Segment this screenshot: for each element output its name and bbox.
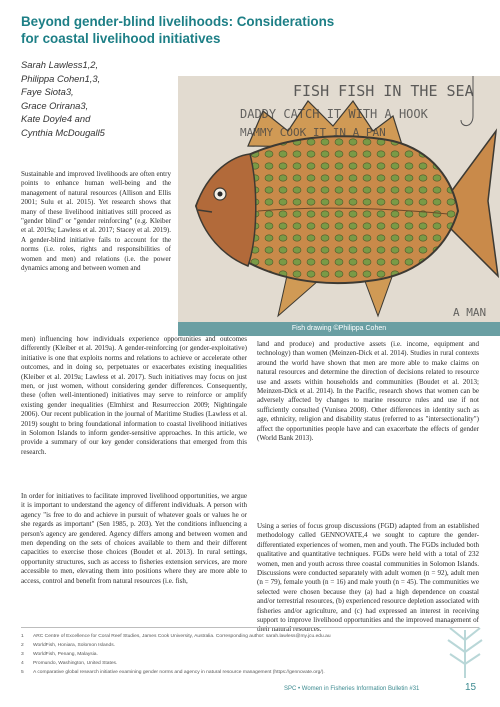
- bulletin-footer: SPC • Women in Fisheries Information Bulletin #31: [284, 686, 420, 692]
- drawing-text-line3: MAMMY COOK IT IN A PAN: [240, 126, 386, 139]
- paragraph: Using a series of focus group discussions (FGD) adapted from an established methodology called GENNOVATE,4 we sought to capture the gender-differentiated experiences of women, men and youth. The FGDs included both qualitative and quantitative techniques. FGDs were held with a total of 232 women, men and youth across three coastal communities in Solomon Islands. Discussions were conducted separately with adult women (n = 92), adult men (n = 79), female youth (n = 16) and male youth (n = 45). The communities we selected were chosen because they (a) had a high dependence on coastal and/or terrestrial resources, (b) experienced resource depletion associated with fisheries and/or agriculture, and (c) had expressed an interest in receiving support to improve livelihood opportunities and the improved management of their natural resources.: [257, 522, 479, 634]
- page-number: 15: [465, 682, 477, 693]
- article-title: Beyond gender-blind livelihoods: Considerations for coastal livelihood initiatives: [21, 14, 335, 46]
- paragraph: Sustainable and improved livelihoods are often entry points to enhance human well-being and the management of natural resources (Allison and Ellis 2001; Sulu et al. 2015). Yet research shows that many of these livelihood initiatives still proceed as "gender blind" or "gender reinforcing" (e.g. Kleiber et al. 2019a; Lawless et al. 2017; Stacey et al. 2019). A gender-blind initiative fails to account for the norms (i.e. roles, rights and responsibilities of women and men) and relations (i.e. the power dynamics among and between women and: [21, 170, 171, 273]
- drawing-text-line1: FISH FISH IN THE SEA: [293, 82, 474, 100]
- footnote: 3 WorldFish, Penang, Malaysia.: [21, 652, 98, 657]
- author: Philippa Cohen1,3,: [21, 72, 101, 84]
- paragraph: men) influencing how individuals experience opportunities and outcomes differently (Kleiber et al. 2019a). A gender-reinforcing (or gender-exploitative) initiative is one that exploits norms and relations to achieve or accelerate other outcomes, and in doing so, perpetuates or exacerbates existing inequalities (Kleiber et al. 2019a; Lawless et al. 2017). Such initiatives may focus on just men, or just women, without considering gender differences. Consequently, these (often well-intentioned) initiatives may serve to reinforce or amplify existing gender inequalities (Elmhirst and Resurreccion 2009; Nightingale 2006). Our recent publication in the journal of Maritime Studies (Lawless et al. 2019) sought to bring foundational information to coastal livelihood initiatives in Solomon Islands to inform gender-sensitive approaches. In this article, we provide a summary of our key gender considerations that emerged from this research.: [21, 335, 247, 456]
- footnote: 4 Promundo, Washington, United States.: [21, 661, 118, 666]
- footnote: 5 A comparative global research initiative examining gender norms and agency in natural resource management (https://gennovate.org/).: [21, 670, 325, 675]
- body-column: [257, 340, 479, 443]
- paragraph: In order for initiatives to facilitate improved livelihood opportunities, we argue it is important to understand the agency of different individuals. A person with agency "is free to do and achieve in pursuit of whatever goals or values he or she regards as important" (Sen 1985, p. 203). Yet the conditions influencing a person's agency are gendered. Agency differs among and between women and men depending on the sets of choices available to them and their different capacities to exercise those choices (Boudet et al. 2013). In rural settings, opportunity structures, such as access to fisheries extension services, are more accessible to men, elevating them into positions where they are more able to access, control and benefit from natural resources (i.e. fish,: [21, 492, 247, 585]
- paragraph: land and produce) and productive assets (i.e. income, equipment and technology) than women (Meinzen-Dick et al. 2014). Studies in rural contexts around the world have shown that men are more able to make claims on natural resources and determine the direction of decisions related to resource use and assets within households and communities (Boudet et al. 2013; Meinzen-Dick et al. 2014). In the Pacific, research shows that women can be adversely affected by changes to marine resource rules and use if not sufficiently consulted (Vunisea 2008). Other differences in identity such as age, ethnicity, religion and disability status (referred to as "intersectionality") affect the opportunities people have and can exacerbate the effects of gender (World Bank 2013).: [257, 340, 479, 443]
- footnote-divider: [21, 627, 479, 628]
- body-column: [21, 492, 247, 586]
- author: Faye Siota3,: [21, 86, 74, 98]
- footnote: 2 WorldFish, Honiara, Solomon Islands.: [21, 643, 115, 648]
- body-column: [21, 170, 171, 273]
- fish-drawing-photo: [178, 76, 500, 323]
- author: Sarah Lawless1,2,: [21, 59, 99, 70]
- author: Grace Orirana3,: [21, 99, 89, 111]
- body-column: [257, 522, 479, 635]
- body-column: [21, 335, 247, 457]
- photo-caption: Fish drawing ©Philippa Cohen: [178, 322, 500, 336]
- drawing-text-line2: DADDY CATCH IT WITH A HOOK: [240, 107, 428, 121]
- footnote: 1 ARC Centre of Excellence for Coral Reef Studies, James Cook University, Australia. Corresponding author: sarah.lawless@my.jcu.edu.au: [21, 634, 331, 639]
- author-list: [21, 58, 171, 140]
- author: Kate Doyle4 and: [21, 113, 91, 125]
- author: Cynthia McDougall5: [21, 126, 105, 138]
- leaf-ornament-icon: [440, 620, 490, 680]
- fish-drawing-illustration: [178, 76, 500, 323]
- drawing-signature: A MAN: [453, 306, 487, 319]
